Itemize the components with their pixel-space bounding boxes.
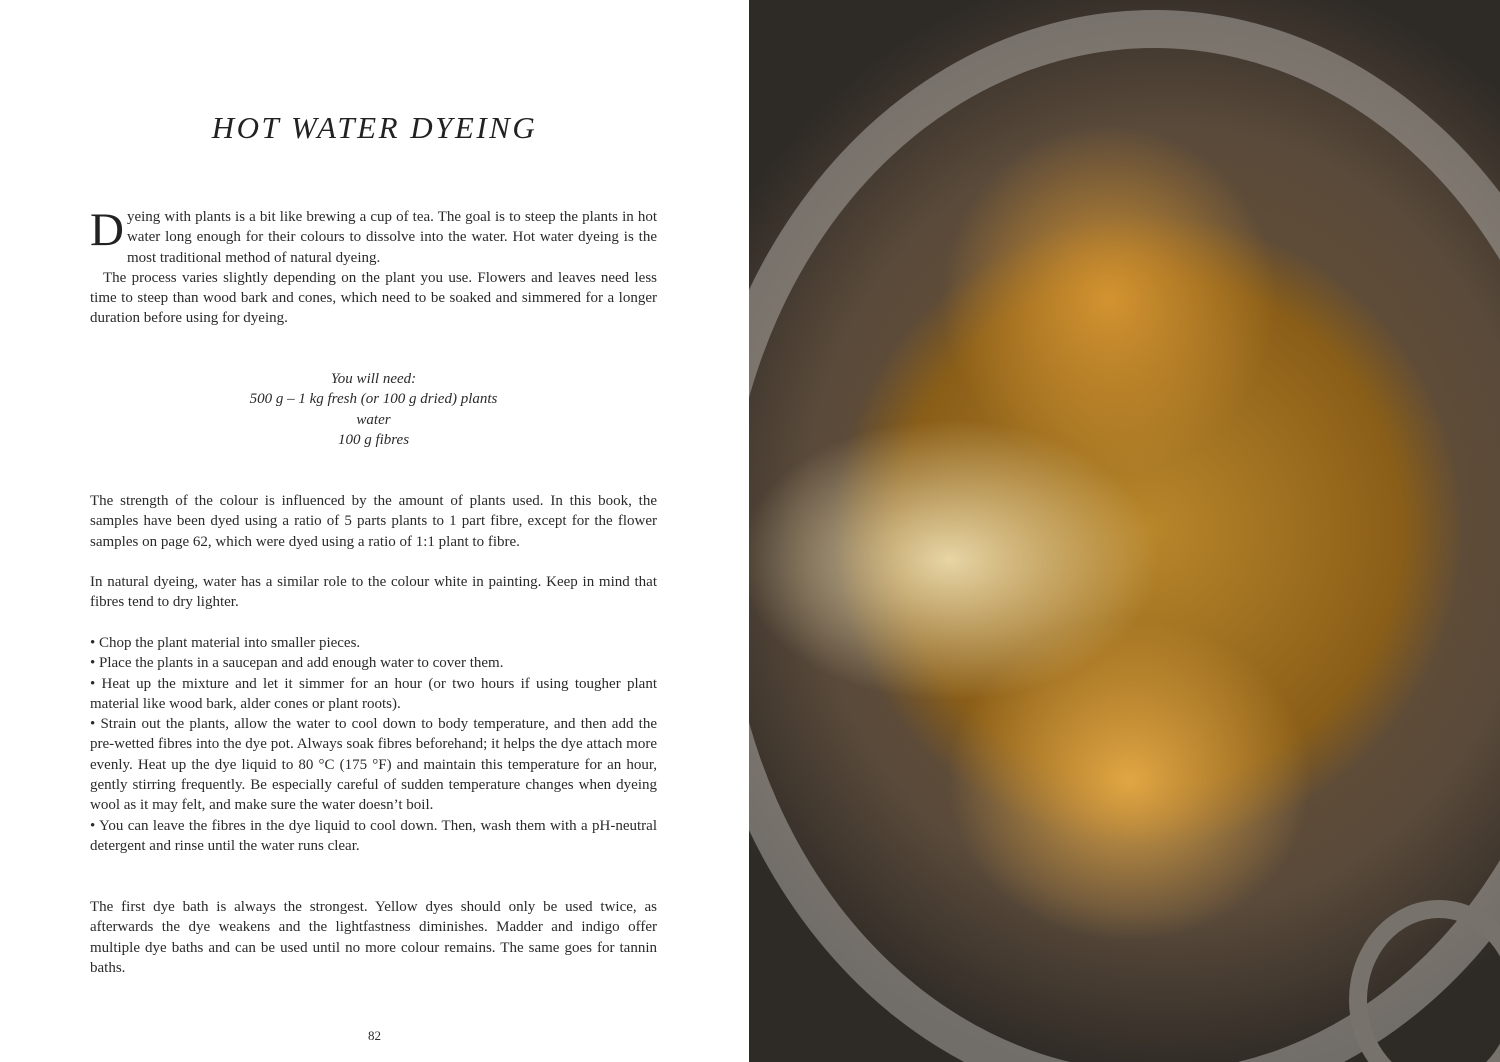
page-title: HOT WATER DYEING — [211, 110, 538, 145]
material-item: water — [356, 411, 391, 428]
dye-pot-photo — [749, 0, 1500, 1062]
intro-text: yeing with plants is a bit like brewing a cup of tea. The goal is to steep the plants in hot water long enough for their colours to dissolve into the water. Hot water dyeing is the most traditional method of natural dyeing. — [126, 209, 657, 266]
drop-cap: D — [90, 204, 124, 256]
steps-list — [90, 633, 657, 856]
left-page — [0, 0, 749, 1062]
step-item: • Strain out the plants, allow the water to cool down to body temperature, and then add the pre-wetted fibres into the dye pot. Always soak fibres beforehand; it helps the dye attach more evenly. Heat up the dye liquid to 80 °C (175 °F) and maintain this temperature for an hour, gently stirring frequently. Be especially careful of sudden temperature changes when dyeing wool as it may felt, and make sure the water doesn’t boil. — [90, 716, 657, 814]
materials-heading: You will need: — [330, 371, 417, 387]
step-item: • Heat up the mixture and let it simmer for an hour (or two hours if using tougher plant material like wood bark, alder cones or plant roots). — [90, 675, 657, 712]
step-item: • Chop the plant material into smaller pieces. — [90, 635, 361, 651]
step-item: • Place the plants in a saucepan and add enough water to cover them. — [90, 655, 504, 672]
intro-paragraph — [90, 204, 657, 268]
pot-rim — [749, 10, 1500, 1062]
material-item: 500 g – 1 kg fresh (or 100 g dried) plants — [249, 391, 498, 408]
page-number: 82 — [368, 1028, 381, 1043]
strength-paragraph: The strength of the colour is influenced by the amount of plants used. In this book, the samples have been dyed using a ratio of 5 parts plants to 1 part fibre, except for the flower samples on page 62, which were dyed using a ratio of 1:1 plant to fibre. — [90, 493, 657, 550]
intro-section — [90, 204, 657, 329]
dye-bath-paragraph: The first dye bath is always the strongest. Yellow dyes should only be used twice, as afterwards the dye weakens and the lightfastness diminishes. Madder and indigo offer multiple dye baths and can be used until no more colour remains. The same goes for tannin baths. — [90, 899, 657, 976]
process-paragraph: The process varies slightly depending on the plant you use. Flowers and leaves need less time to steep than wood bark and cones, which need to be soaked and simmered for a longer duration before using for dyeing. — [90, 269, 657, 327]
step-item: • You can leave the fibres in the dye liquid to cool down. Then, wash them with a pH-neutral detergent and rinse until the water runs clear. — [90, 817, 657, 854]
materials-list — [90, 369, 657, 450]
material-item: 100 g fibres — [337, 431, 410, 448]
water-paragraph: In natural dyeing, water has a similar role to the colour white in painting. Keep in mind that fibres tend to dry lighter. — [90, 574, 657, 611]
